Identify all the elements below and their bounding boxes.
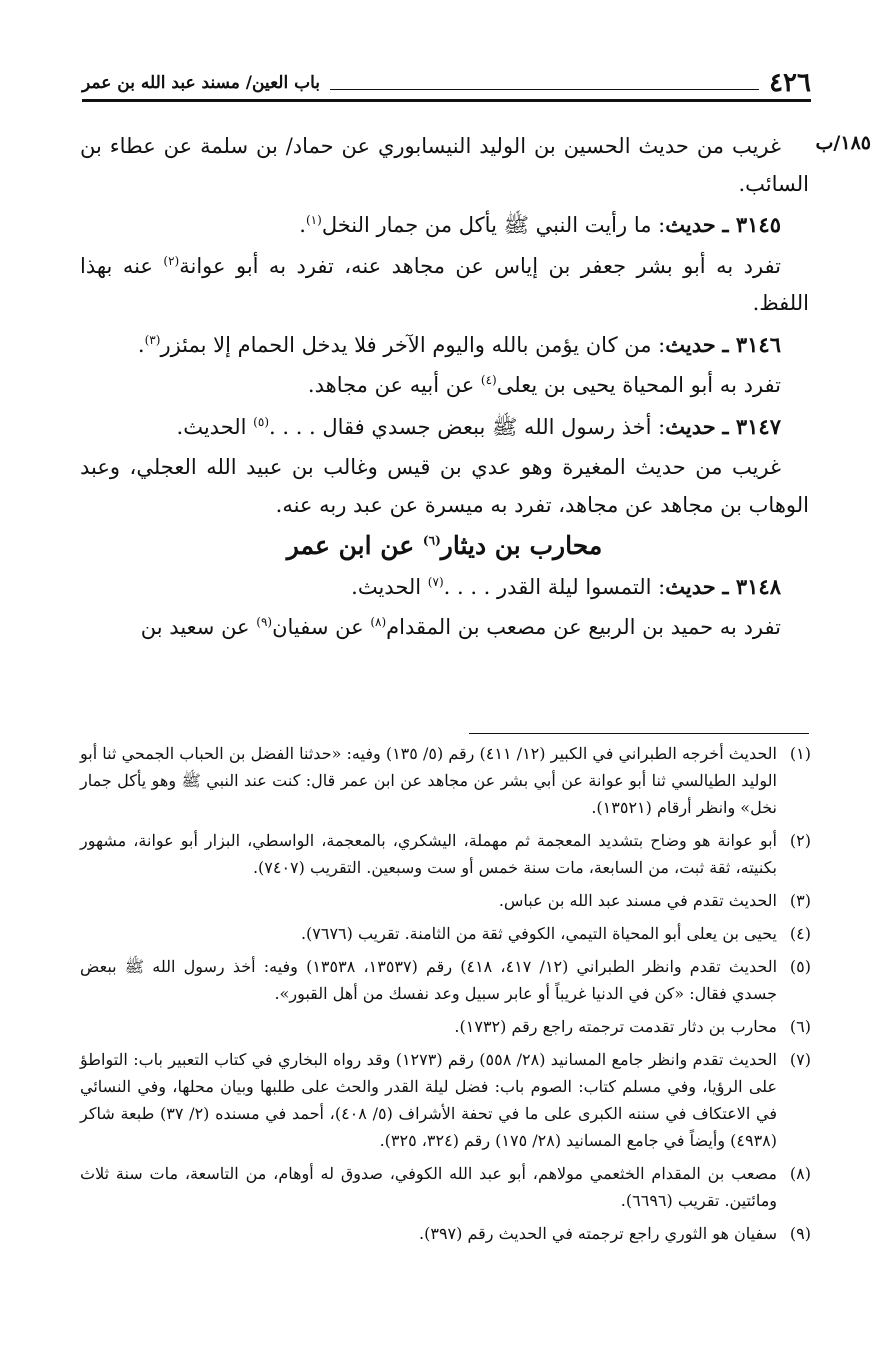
hadith-end: . xyxy=(137,332,145,357)
footnote xyxy=(80,827,811,881)
hadith-number: ٣١٤٨ ـ xyxy=(722,573,781,599)
footnote-ref: (٥) xyxy=(253,414,269,429)
page-header xyxy=(82,58,811,98)
footnote-number: (٨) xyxy=(789,1164,811,1183)
note-text: تفرد به أبو بشر جعفر بن إياس عن مجاهد عنه، تفرد به أبو عوانة xyxy=(179,253,782,278)
header-line xyxy=(330,89,759,90)
footnote-separator xyxy=(469,733,809,734)
footnote-ref: (٧) xyxy=(427,574,444,589)
header-rule xyxy=(82,99,811,102)
footnote xyxy=(80,887,811,914)
note-text: عنه بهذا اللفظ. xyxy=(80,253,809,315)
hadith-3147 xyxy=(80,408,809,447)
footnote xyxy=(80,1013,811,1040)
footnote-ref: (٨) xyxy=(370,615,387,629)
hadith-keyword: حديث xyxy=(665,212,716,237)
footnote-number: (٩) xyxy=(789,1224,811,1243)
footnote xyxy=(80,1160,811,1214)
hadith-number: ٣١٤٦ ـ xyxy=(722,331,781,357)
hadith-3147-note: غريب من حديث المغيرة وهو عدي بن قيس وغالب بن عبيد الله العجلي، وعبد الوهاب بن مجاهد عن مجاهد، تفرد به ميسرة عن عبد ربه عنه. xyxy=(80,455,809,517)
hadith-3148-note xyxy=(80,609,809,647)
hadith-text: : أخذ رسول الله ﷺ ببعض جسدي فقال . . . . xyxy=(269,414,666,439)
footnote xyxy=(80,1220,811,1247)
main-text xyxy=(80,128,809,650)
note-text: تفرد به أبو المحياة يحيى بن يعلى xyxy=(496,373,781,397)
footnote-text: أبو عوانة هو وضاح بتشديد المعجمة ثم مهملة، اليشكري، بالمعجمة، الواسطي، البزار أبو عوانة، مشهور بكنيته، ثقة ثبت، من السابعة، مات سنة خمس أو ست وسبعين. التقريب (٧٤٠٧). xyxy=(80,831,777,877)
hadith-text: : من كان يؤمن بالله واليوم الآخر فلا يدخل الحمام إلا بمئزر xyxy=(160,332,666,357)
footnote-ref: (٣) xyxy=(144,332,161,347)
footnotes xyxy=(80,740,811,1253)
note-text: عن سعيد بن xyxy=(140,615,257,639)
footnote-text: الحديث تقدم وانظر الطبراني (١٢/ ٤١٧، ٤١٨) رقم (١٣٥٣٧، ١٣٥٣٨) وفيه: أخذ رسول الله ﷺ ببعض جسدي فقال: «كن في الدنيا غريباً أو عابر سبيل وعد نفسك من أهل القبور». xyxy=(80,957,778,1003)
hadith-keyword: حديث xyxy=(665,331,716,357)
hadith-3148 xyxy=(80,568,809,607)
hadith-number: ٣١٤٧ ـ xyxy=(722,413,781,439)
footnote xyxy=(80,920,811,947)
hadith-end: . xyxy=(299,213,306,237)
footnote-number: (٤) xyxy=(789,924,811,943)
note-text: عن سفيان xyxy=(272,615,371,639)
hadith-3145-note xyxy=(80,248,809,323)
footnote-text: محارب بن دثار تقدمت ترجمته راجع رقم (١٧٣٢). xyxy=(454,1017,777,1036)
footnote-number: (٦) xyxy=(789,1017,811,1036)
hadith-end: الحديث. xyxy=(176,414,254,439)
note-text: تفرد به حميد بن الربيع عن مصعب بن المقدام xyxy=(386,615,781,639)
footnote xyxy=(80,740,811,821)
footnote-number: (٢) xyxy=(789,831,811,850)
footnote-number: (٥) xyxy=(789,957,811,976)
footnote-number: (١) xyxy=(789,744,811,763)
footnote-ref: (٤) xyxy=(480,373,497,387)
hadith-text: : التمسوا ليلة القدر . . . . xyxy=(443,574,666,599)
section-title-text: محارب بن ديثار xyxy=(440,531,603,560)
footnote-text: الحديث تقدم وانظر جامع المسانيد (٢٨/ ٥٥٨) رقم (١٢٧٣) وقد رواه البخاري في كتاب التعبير باب: التواطؤ على الرؤيا، وفي مسلم كتاب: الصوم باب: فضل ليلة القدر والحث على طلبها وبيان محلها، وفي النسائي في الاعتكاف في سننه الكبرى على ما في تحفة الأشراف (٥/ ٤٠٨)، أحمد في مسنده (٢/ ٣٧) طبعة شاكر (٤٩٣٨) وأيضاً في جامع المسانيد (٢٨/ ١٧٥) رقم (٣٢٤، ٣٢٥). xyxy=(80,1050,778,1150)
page-number: ٤٢٦ xyxy=(769,68,811,98)
section-heading xyxy=(80,527,809,565)
hadith-3146 xyxy=(80,326,809,365)
hadith-3145 xyxy=(80,206,809,245)
footnote-text: الحديث أخرجه الطبراني في الكبير (١٢/ ٤١١) رقم (٥/ ١٣٥) وفيه: «حدثنا الفضل بن الحباب الجمحي ثنا أبو الوليد الطيالسي ثنا أبو عوانة عن أبي بشر عن مجاهد عن ابن عمر قال: كنت عند النبي ﷺ وهو يأكل جمار نخل» وانظر أرقام (١٣٥٢١). xyxy=(80,744,777,817)
footnote-ref: (٦) xyxy=(422,533,441,548)
intro-paragraph: غريب من حديث الحسين بن الوليد النيسابوري عن حماد/ بن سلمة عن عطاء بن السائب. xyxy=(80,134,809,196)
footnote-ref: (٢) xyxy=(163,253,180,268)
note-text: عن أبيه عن مجاهد. xyxy=(307,373,481,397)
footnote-text: الحديث تقدم في مسند عبد الله بن عباس. xyxy=(498,891,777,910)
hadith-keyword: حديث xyxy=(665,573,716,599)
running-title: باب العين/ مسند عبد الله بن عمر xyxy=(82,73,320,93)
footnote-number: (٣) xyxy=(789,891,811,910)
hadith-number: ٣١٤٥ ـ xyxy=(722,212,781,237)
hadith-keyword: حديث xyxy=(665,413,716,439)
manuscript-folio-marker: ١٨٥/ب xyxy=(815,132,871,154)
footnote xyxy=(80,953,811,1007)
footnote xyxy=(80,1046,811,1154)
footnote-text: مصعب بن المقدام الخثعمي مولاهم، أبو عبد الله الكوفي، صدوق له أوهام، من التاسعة، مات سنة ثلاث ومائتين. تقريب (٦٦٩٦). xyxy=(80,1164,777,1210)
hadith-end: الحديث. xyxy=(351,574,428,599)
hadith-3146-note xyxy=(80,367,809,405)
footnote-ref: (١) xyxy=(305,213,322,227)
hadith-text: : ما رأيت النبي ﷺ يأكل من جمار النخل xyxy=(321,213,666,237)
footnote-text: سفيان هو الثوري راجع ترجمته في الحديث رقم (٣٩٧). xyxy=(419,1224,777,1243)
footnote-number: (٧) xyxy=(789,1050,811,1069)
footnote-ref: (٩) xyxy=(256,615,273,629)
footnote-text: يحيى بن يعلى أبو المحياة التيمي، الكوفي ثقة من الثامنة. تقريب (٧٦٧٦). xyxy=(300,924,777,943)
section-title-text: عن ابن عمر xyxy=(286,531,423,560)
